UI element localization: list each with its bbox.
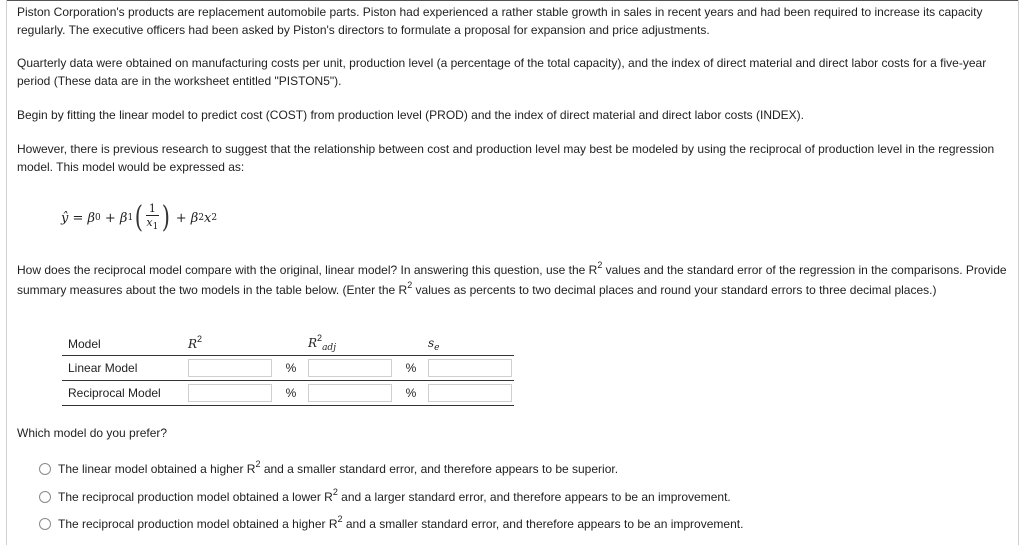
table-row [62,356,514,381]
radio-option-2[interactable] [39,487,731,504]
header-r2-label: R [188,337,198,351]
header-spacer-1 [274,333,302,356]
reciprocal-model-formula [61,198,217,238]
cell-r2-linear [182,356,274,381]
header-r2 [182,333,274,356]
option-3-sup: 2 [337,514,343,524]
header-model: Model [62,333,182,356]
pct-sign: % [394,381,422,406]
radio-circle-icon[interactable] [39,463,51,475]
option-3-text [58,514,744,531]
r2-reciprocal-input[interactable] [188,384,272,402]
option-1-post: and a smaller standard error, and therefore appears to be superior. [260,462,619,476]
header-se-label: s [428,335,435,350]
se-linear-input[interactable] [428,359,512,377]
radio-circle-icon[interactable] [39,518,51,530]
prefer-question: Which model do you prefer? [17,426,168,440]
intro-paragraph-4: However, there is previous research to suggest that the relationship between cost and production level may best be modeled by using the reciprocal of production level in the regression model. This model would be expressed as: [17,142,995,174]
model-summary-table [62,333,514,406]
row-label-linear: Linear Model [62,356,182,381]
r2-linear-input[interactable] [188,359,272,377]
se-reciprocal-input[interactable] [428,384,512,402]
formula-b0-sub: 0 [95,213,101,223]
header-radj-label: R [308,335,318,350]
option-1-sup: 2 [255,459,261,469]
pct-sign: % [394,356,422,381]
instructions-sup-b: 2 [407,280,413,290]
header-spacer-2 [394,333,422,356]
formula-denominator [146,216,158,234]
formula-right-paren: ) [161,200,170,235]
radio-circle-icon[interactable] [39,491,51,503]
radio-option-1[interactable] [39,459,619,476]
table-header-row [62,333,514,356]
formula-left-paren: ( [134,200,144,235]
header-radj [302,333,394,356]
header-se-sub: e [434,342,440,353]
option-3-pre: The reciprocal production model obtained a higher R [58,517,338,531]
formula-lhs: ŷ = β [61,210,96,226]
pct-sign: % [274,381,302,406]
option-3-post: and a smaller standard error, and therefore appears to be an improvement. [342,517,744,531]
row-label-reciprocal: Reciprocal Model [62,381,182,406]
header-se [422,333,514,356]
question-panel [6,0,1019,545]
formula-plus-2: + β [171,210,199,226]
radj-reciprocal-input[interactable] [308,384,392,402]
formula-fraction [146,202,159,234]
header-radj-sub: adj [322,342,336,353]
radio-option-3[interactable] [39,514,744,531]
instructions-part-b: values and the standard error of the regression in the comparisons. Provide summary measures about the two models in the table below. (Enter the R [17,263,1007,297]
formula-x2: x [204,210,212,226]
pct-sign: % [274,356,302,381]
formula-b1-sub: 1 [127,213,134,223]
cell-se-linear [422,356,514,381]
cell-r2-reciprocal [182,381,274,406]
instructions-part-a: How does the reciprocal model compare with the original, linear model? In answering this question, use the R [17,263,598,277]
header-r2-sup: 2 [197,334,203,344]
radj-linear-input[interactable] [308,359,392,377]
option-2-post: and a larger standard error, and therefore appears to be an improvement. [337,490,731,504]
intro-paragraph-1: Piston Corporation's products are replacement automobile parts. Piston had experienced a rather stable growth in sales in recent years and had been required to increase its capacity regularly. The executive officers had been asked by Piston's directors to formulate a proposal for expansion and price adjustments. [17,5,983,37]
option-1-pre: The linear model obtained a higher R [58,462,256,476]
formula-plus-1: + β [100,210,128,226]
formula-den-sub: 1 [152,222,159,232]
cell-radj-reciprocal [302,381,394,406]
formula-numerator: 1 [146,202,159,216]
option-2-pre: The reciprocal production model obtained a lower R [58,490,333,504]
instructions-sup-a: 2 [597,260,603,270]
formula-x2-sub: 2 [211,213,218,223]
formula-den-var: x [146,216,153,229]
option-1-text [58,459,619,476]
cell-se-reciprocal [422,381,514,406]
option-2-text [58,487,731,504]
cell-radj-linear [302,356,394,381]
intro-paragraph-2: Quarterly data were obtained on manufacturing costs per unit, production level (a percentage of the total capacity), and the index of direct material and direct labor costs for a five-year period (These data are in the worksheet entitled "PISTON5"). [17,56,987,88]
header-radj-sup: 2 [317,332,323,343]
instructions-part-c: values as percents to two decimal places and round your standard errors to three decimal places.) [412,283,937,297]
formula-b2-sub: 2 [198,213,205,223]
option-2-sup: 2 [332,487,338,497]
comparison-instructions [17,260,1007,300]
intro-paragraph-3: Begin by fitting the linear model to predict cost (COST) from production level (PROD) and the index of direct material and direct labor costs (INDEX). [17,108,804,122]
table-row [62,381,514,406]
